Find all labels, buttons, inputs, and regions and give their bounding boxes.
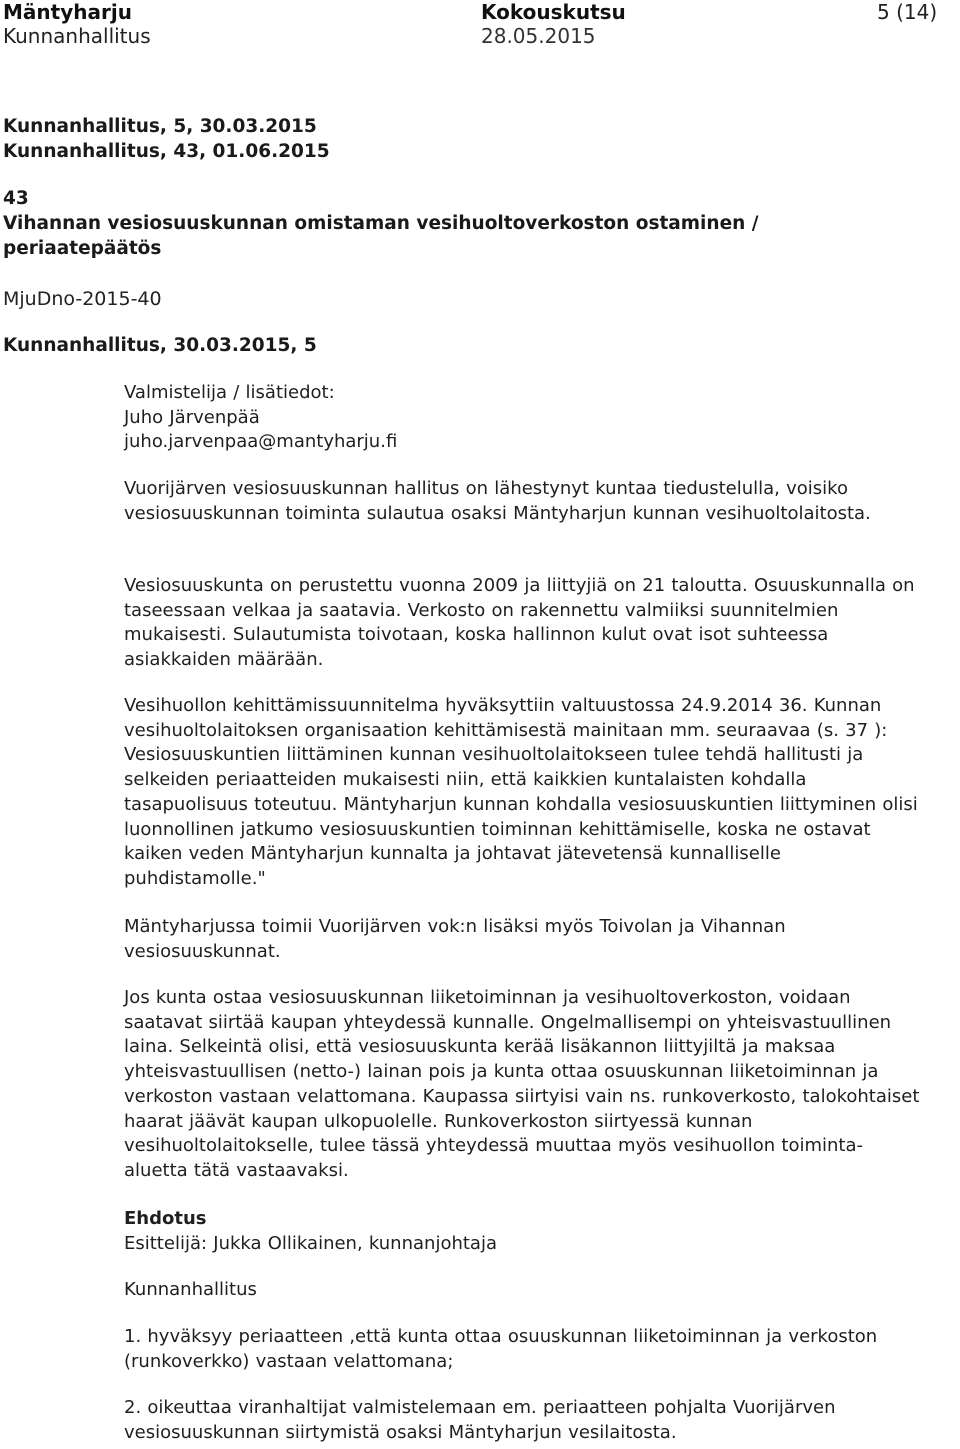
proposal-presenter: Esittelijä: Jukka Ollikainen, kunnanjohtaja xyxy=(124,1232,497,1254)
proposal-item: 2. oikeuttaa viranhaltijat valmistelemaan em. periaatteen pohjalta Vuorijärven vesiosuuskunnan siirtymistä osaksi Mäntyharjun vesilaitosta. xyxy=(124,1397,836,1443)
proposal-body: Kunnanhallitus xyxy=(124,1279,257,1300)
case-reference: Kunnanhallitus, 5, 30.03.2015 xyxy=(3,116,317,137)
paragraph: Vesiosuuskunta on perustettu vuonna 2009 ja liittyjiä on 21 taloutta. Osuuskunnalla on taseessaan velkaa ja saatavia. Verkosto on rakennettu valmiiksi suunnitelmien mukaisesti. Sulautumista toivotaan, koska hallinnon kulut ovat isot suhteessa asiakkaiden määrään. xyxy=(124,575,915,671)
preparer-name: Juho Järvenpää xyxy=(124,406,260,428)
section-heading xyxy=(3,186,943,261)
case-references xyxy=(3,114,330,164)
preparer-label: Valmistelija / lisätiedot: xyxy=(124,382,335,403)
section-number: 43 xyxy=(3,188,29,209)
proposal-item: 1. hyväksyy periaatteen ,että kunta ottaa osuuskunnan liiketoiminnan ja verkoston (runkoverkko) vastaan velattomana; xyxy=(124,1326,878,1372)
meeting-reference: Kunnanhallitus, 30.03.2015, 5 xyxy=(3,335,317,356)
preparer-block xyxy=(124,381,924,455)
paragraph: Jos kunta ostaa vesiosuuskunnan liiketoiminnan ja vesihuoltoverkoston, voidaan saatavat siirtää kaupan yhteydessä kunnalle. Ongelmallisempi on yhteisvastuullinen laina. Selkeintä olisi, että vesiosuuskunta kerää lisäkannon liittyjiltä ja maksaa yhteisvastuullisen (netto-) lainan pois ja kunta ottaa osuuskunnan liiketoiminnan ja verkoston vastaan velattomana. Kaupassa siirtyisi vain ns. runkoverkosto, talokohtaiset haarat jäävät kaupan ulkopuolelle. Runkoverkoston siirtyessä kunnan vesihuoltolaitokselle, tulee tässä yhteydessä muuttaa myös vesihuollon toiminta-aluetta tätä vastaavaksi. xyxy=(124,987,920,1181)
proposal-heading: Ehdotus xyxy=(124,1208,207,1229)
proposal-block xyxy=(124,1207,924,1256)
header-doc-type: Kokouskutsu xyxy=(481,0,626,24)
section-title: Vihannan vesiosuuskunnan omistaman vesihuoltoverkoston ostaminen / periaatepäätös xyxy=(3,213,759,259)
paragraph: Vuorijärven vesiosuuskunnan hallitus on lähestynyt kuntaa tiedustelulla, voisiko vesiosuuskunnan toiminta sulautua osaksi Mäntyharjun kunnan vesihuoltolaitosta. xyxy=(124,478,871,524)
header-date: 28.05.2015 xyxy=(481,24,596,48)
case-reference: Kunnanhallitus, 43, 01.06.2015 xyxy=(3,141,330,162)
header-page-number: 5 (14) xyxy=(877,0,938,24)
paragraph: Mäntyharjussa toimii Vuorijärven vok:n lisäksi myös Toivolan ja Vihannan vesiosuuskunnat. xyxy=(124,916,786,962)
header-body: Kunnanhallitus xyxy=(3,24,151,48)
preparer-email: juho.jarvenpaa@mantyharju.fi xyxy=(124,431,398,453)
diary-number: MjuDno-2015-40 xyxy=(3,288,162,310)
header-municipality: Mäntyharju xyxy=(3,0,132,24)
paragraph: Vesihuollon kehittämissuunnitelma hyväksyttiin valtuustossa 24.9.2014 36. Kunnan vesihuoltolaitoksen organisaation kehittämisestä mainitaan mm. seuraavaa (s. 37 ): Vesiosuuskuntien liittäminen kunnan vesihuoltolaitokseen tulee tehdä hallitusti ja selkeiden periaatteiden mukaisesti niin, että kaikkien kuntalaisten kohdalla tasapuolisuus toteutuu. Mäntyharjun kunnan kohdalla vesiosuuskuntien liittyminen olisi luonnollinen jatkumo vesiosuuskuntien toiminnan kehittämiselle, koska ne ostavat kaiken veden Mäntyharjun kunnalta ja johtavat jätevetensä kunnalliselle puhdistamolle." xyxy=(124,695,918,889)
